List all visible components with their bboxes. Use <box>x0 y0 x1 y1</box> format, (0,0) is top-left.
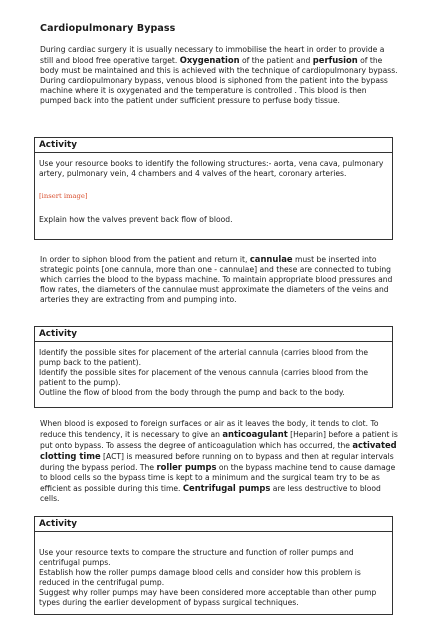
activity-box-3 <box>34 516 393 615</box>
activity-heading: Activity <box>35 517 392 532</box>
cannulae-text-2: must be inserted into strategic points [one cannula, more than one - cannulae] and these are connected to tubing which carries the blood to the bypass machine. To maintain appropriate blood pressures and flow rates, the diameters of the cannulae must approximate the diameters of the veins and arteries they are extracting from and pumping into. <box>40 255 393 304</box>
page-title: Cardiopulmonary Bypass <box>40 23 176 34</box>
term-anticoagulant: anticoagulant <box>222 429 288 439</box>
intro-text-1: During cardiac surgery it is usually necessary to immobilise the heart in order to provide a still and blood free operative target. <box>40 45 385 65</box>
activity-heading: Activity <box>35 138 392 153</box>
term-centrifugal-pumps: Centrifugal pumps <box>182 483 271 493</box>
activity-2-line-1: Identify the possible sites for placement of the arterial cannula (carries blood from the pump back to the patient). <box>39 348 369 367</box>
activity-2-line-3: Outline the flow of blood from the body through the pump and back to the body. <box>39 388 345 397</box>
anticoag-text-5: are less destructive to blood cells. <box>40 484 381 503</box>
anticoag-text-1: When blood is exposed to foreign surfaces or air as it leaves the body, it tends to clot. To reduce this tendency, it is necessary to give an <box>40 419 379 439</box>
term-perfusion: perfusion <box>312 55 358 65</box>
insert-image-placeholder: [insert image] <box>39 192 88 200</box>
activity-box-2 <box>34 326 393 408</box>
activity-2-line-2: Identify the possible sites for placement of the venous cannula (carries blood from the patient to the pump). <box>39 368 369 387</box>
intro-text-3: of the body must be maintained and this is achieved with the technique of cardiopulmonary bypass. During cardiopulmonary bypass, venous blood is siphoned from the patient into the bypass machine where it is oxygenated and the temperature is controlled . This blood is then pumped back into the patient under sufficient pressure to perfuse body tissue. <box>40 56 398 105</box>
anticoagulant-paragraph <box>40 419 400 504</box>
cannulae-text-1: In order to siphon blood from the patient and return it, <box>40 255 250 264</box>
anticoag-text-2: [Heparin] before a patient is put onto bypass. To assess the degree of anticoagulation which has occurred, the <box>40 430 398 450</box>
cannulae-paragraph <box>40 254 400 305</box>
activity-body <box>35 532 392 612</box>
activity-1-line-2: Explain how the valves prevent back flow of blood. <box>39 215 233 224</box>
activity-heading: Activity <box>35 327 392 342</box>
intro-text-2: of the patient and <box>239 56 313 65</box>
anticoag-text-4: on the bypass machine tend to cause damage to blood cells so the bypass time is kept to a minimum and the surgical team try to be as efficient as possible during this time. <box>40 463 396 493</box>
activity-3-line-2: Establish how the roller pumps damage blood cells and consider how this problem is reduced in the centrifugal pump. <box>39 568 361 587</box>
activity-box-1 <box>34 137 393 240</box>
intro-paragraph <box>40 45 400 106</box>
activity-1-line-1: Use your resource books to identify the following structures:- aorta, vena cava, pulmonary artery, pulmonary vein, 4 chambers and 4 valves of the heart, coronary arteries. <box>39 159 384 178</box>
term-oxygenation: Oxygenation <box>179 55 240 65</box>
term-roller-pumps: roller pumps <box>156 462 217 472</box>
term-activated-clotting-time: activated clotting time <box>40 440 397 461</box>
term-cannulae: cannulae <box>249 254 293 264</box>
activity-body <box>35 153 392 229</box>
activity-body <box>35 342 392 402</box>
activity-3-line-3: Suggest why roller pumps may have been considered more acceptable than other pump types during the earlier development of bypass surgical techniques. <box>39 588 377 607</box>
activity-3-line-1: Use your resource texts to compare the structure and function of roller pumps and centrifugal pumps. <box>39 548 354 567</box>
anticoag-text-3: [ACT] is measured before running on to bypass and then at regular intervals during the bypass period. The <box>40 452 394 472</box>
